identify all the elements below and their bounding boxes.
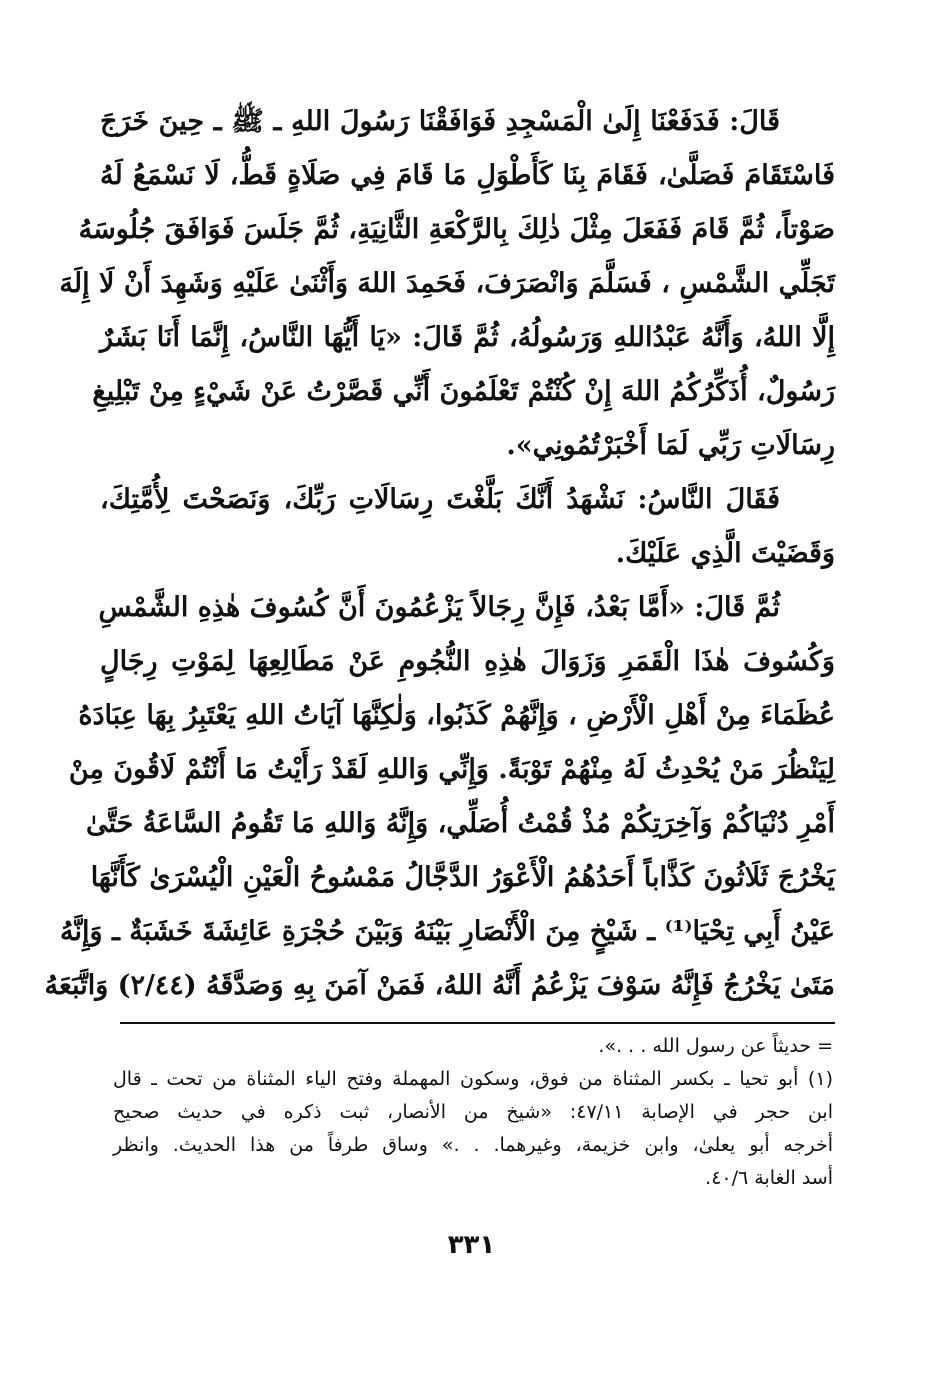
footnote-line: (١) أبو تحيا ـ بكسر المثناة من فوق، وسكون المهملة وفتح الياء المثناة من تحت ـ قال (113, 1068, 833, 1090)
body-text-line: وَكُسُوفَ هٰذَا الْقَمَرِ وَزَوَالَ هٰذِهِ النُّجُومِ عَنْ مَطَالِعِهَا لِمَوْتِ رِجَالٍ (100, 646, 835, 677)
main-text-body (44, 95, 835, 1013)
body-text-line: رِسَالَاتِ رَبِّي لَمَا أَخْبَرْتُمُونِي». (506, 430, 835, 461)
body-text-line: يَخْرُجَ ثَلَاثُونَ كَذَّاباً أَحَدُهُمُ الْأَعْوَرُ الدَّجَّالُ مَمْسُوحُ الْعَيْنِ الْيُسْرَىٰ كَأَنَّهَا (90, 862, 835, 893)
footnotes-section (113, 1030, 833, 1195)
footnote-line: ابن حجر في الإصابة ٤٧/١١: «شيخ من الأنصار، ثبت ذكره في حديث صحيح (113, 1101, 833, 1123)
footnote-line: = حديثاً عن رسول الله . . .». (598, 1035, 833, 1057)
body-text-line: عُظَمَاءَ مِنْ أَهْلِ الْأَرْضِ ، وَإِنَّهُمْ كَذَبُوا، وَلٰكِنَّهَا آيَاتُ اللهِ يَعْتَبِرُ بِهَا عِبَادَهُ (78, 700, 835, 731)
body-text-line: رَسُولٌ، أُذَكِّرُكُمُ اللهَ إِنْ كُنْتُمْ تَعْلَمُونَ أَنِّي قَصَّرْتُ عَنْ شَيْءٍ مِنْ تَبْلِيغِ (92, 376, 835, 407)
footnote-line: أخرجه أبو يعلىٰ، وابن خزيمة، وغيرهما. . .» وساق طرفاً من هذا الحديث. وانظر (113, 1134, 833, 1156)
body-text-line: وَقَضَيْتَ الَّذِي عَلَيْكَ. (615, 538, 835, 569)
page-number: ٣٣١ (447, 1230, 496, 1260)
body-text-line: عَيْنُ أَبِي تِحْيَا⁽¹⁾ ـ شَيْخٍ مِنَ الْأَنْصَارِ بَيْنَهُ وَبَيْنَ حُجْرَةِ عَائِشَةَ خَشَبَةٌ ـ وَإِنَّهُ (60, 916, 835, 947)
body-text-line: صَوْتاً، ثُمَّ قَامَ فَفَعَلَ مِثْلَ ذٰلِكَ بِالرَّكْعَةِ الثَّانِيَةِ، ثُمَّ جَلَسَ فَوَافَقَ جُلُوسَهُ (78, 214, 835, 245)
body-text-line: لِيَنْظُرَ مَنْ يُحْدِثُ لَهُ مِنْهُمْ تَوْبَةً. وَإِنِّي وَاللهِ لَقَدْ رَأَيْتُ مَا أَنْتُمْ لَاقُونَ مِنْ (68, 754, 835, 785)
body-text-line: فَاسْتَقَامَ فَصَلَّىٰ، فَقَامَ بِنَا كَأَطْوَلِ مَا قَامَ فِي صَلَاةٍ قَطُّ، لَا نَسْمَعُ لَهُ (100, 160, 835, 191)
footnote-divider (120, 1022, 835, 1024)
body-text-line: تَجَلِّي الشَّمْسِ ، فَسَلَّمَ وَانْصَرَفَ، فَحَمِدَ اللهَ وَأَثْنَىٰ عَلَيْهِ وَشَهِدَ أَنْ لَا إِلَهَ (59, 268, 835, 299)
body-text-line: أَمْرِ دُنْيَاكُمْ وَآخِرَتِكُمْ مُذْ قُمْتُ أُصَلِّي، وَإِنَّهُ وَاللهِ مَا تَقُومُ السَّاعَةُ حَتَّىٰ (86, 808, 835, 839)
body-text-line: مَتَىٰ يَخْرُجُ فَإِنَّهُ سَوْفَ يَزْعُمُ أَنَّهُ اللهُ، فَمَنْ آمَنَ بِهِ وَصَدَّقَهُ (٢/٤٤) وَاتَّبَعَهُ (44, 970, 835, 1001)
footnote-line: أسد الغابة ٤٠/٦. (705, 1167, 833, 1189)
body-text-line: ثُمَّ قَالَ: «أَمَّا بَعْدُ، فَإِنَّ رِجَالاً يَزْعُمُونَ أَنَّ كُسُوفَ هٰذِهِ الشَّمْسِ (98, 592, 780, 623)
body-text-line: فَقَالَ النَّاسُ: نَشْهَدُ أَنَّكَ بَلَّغْتَ رِسَالَاتِ رَبِّكَ، وَنَصَحْتَ لِأُمَّتِكَ، (100, 484, 780, 515)
body-text-line: قَالَ: فَدَفَعْنَا إِلَىٰ الْمَسْجِدِ فَوَافَقْنَا رَسُولَ اللهِ ـ ﷺ ـ حِينَ خَرَجَ (100, 106, 780, 137)
body-text-line: إِلَّا اللهُ، وَأَنَّهُ عَبْدُاللهِ وَرَسُولُهُ، ثُمَّ قَالَ: «يَا أَيُّهَا النَّاسُ، إِنَّمَا أَنَا بَشَرٌ (100, 322, 835, 353)
